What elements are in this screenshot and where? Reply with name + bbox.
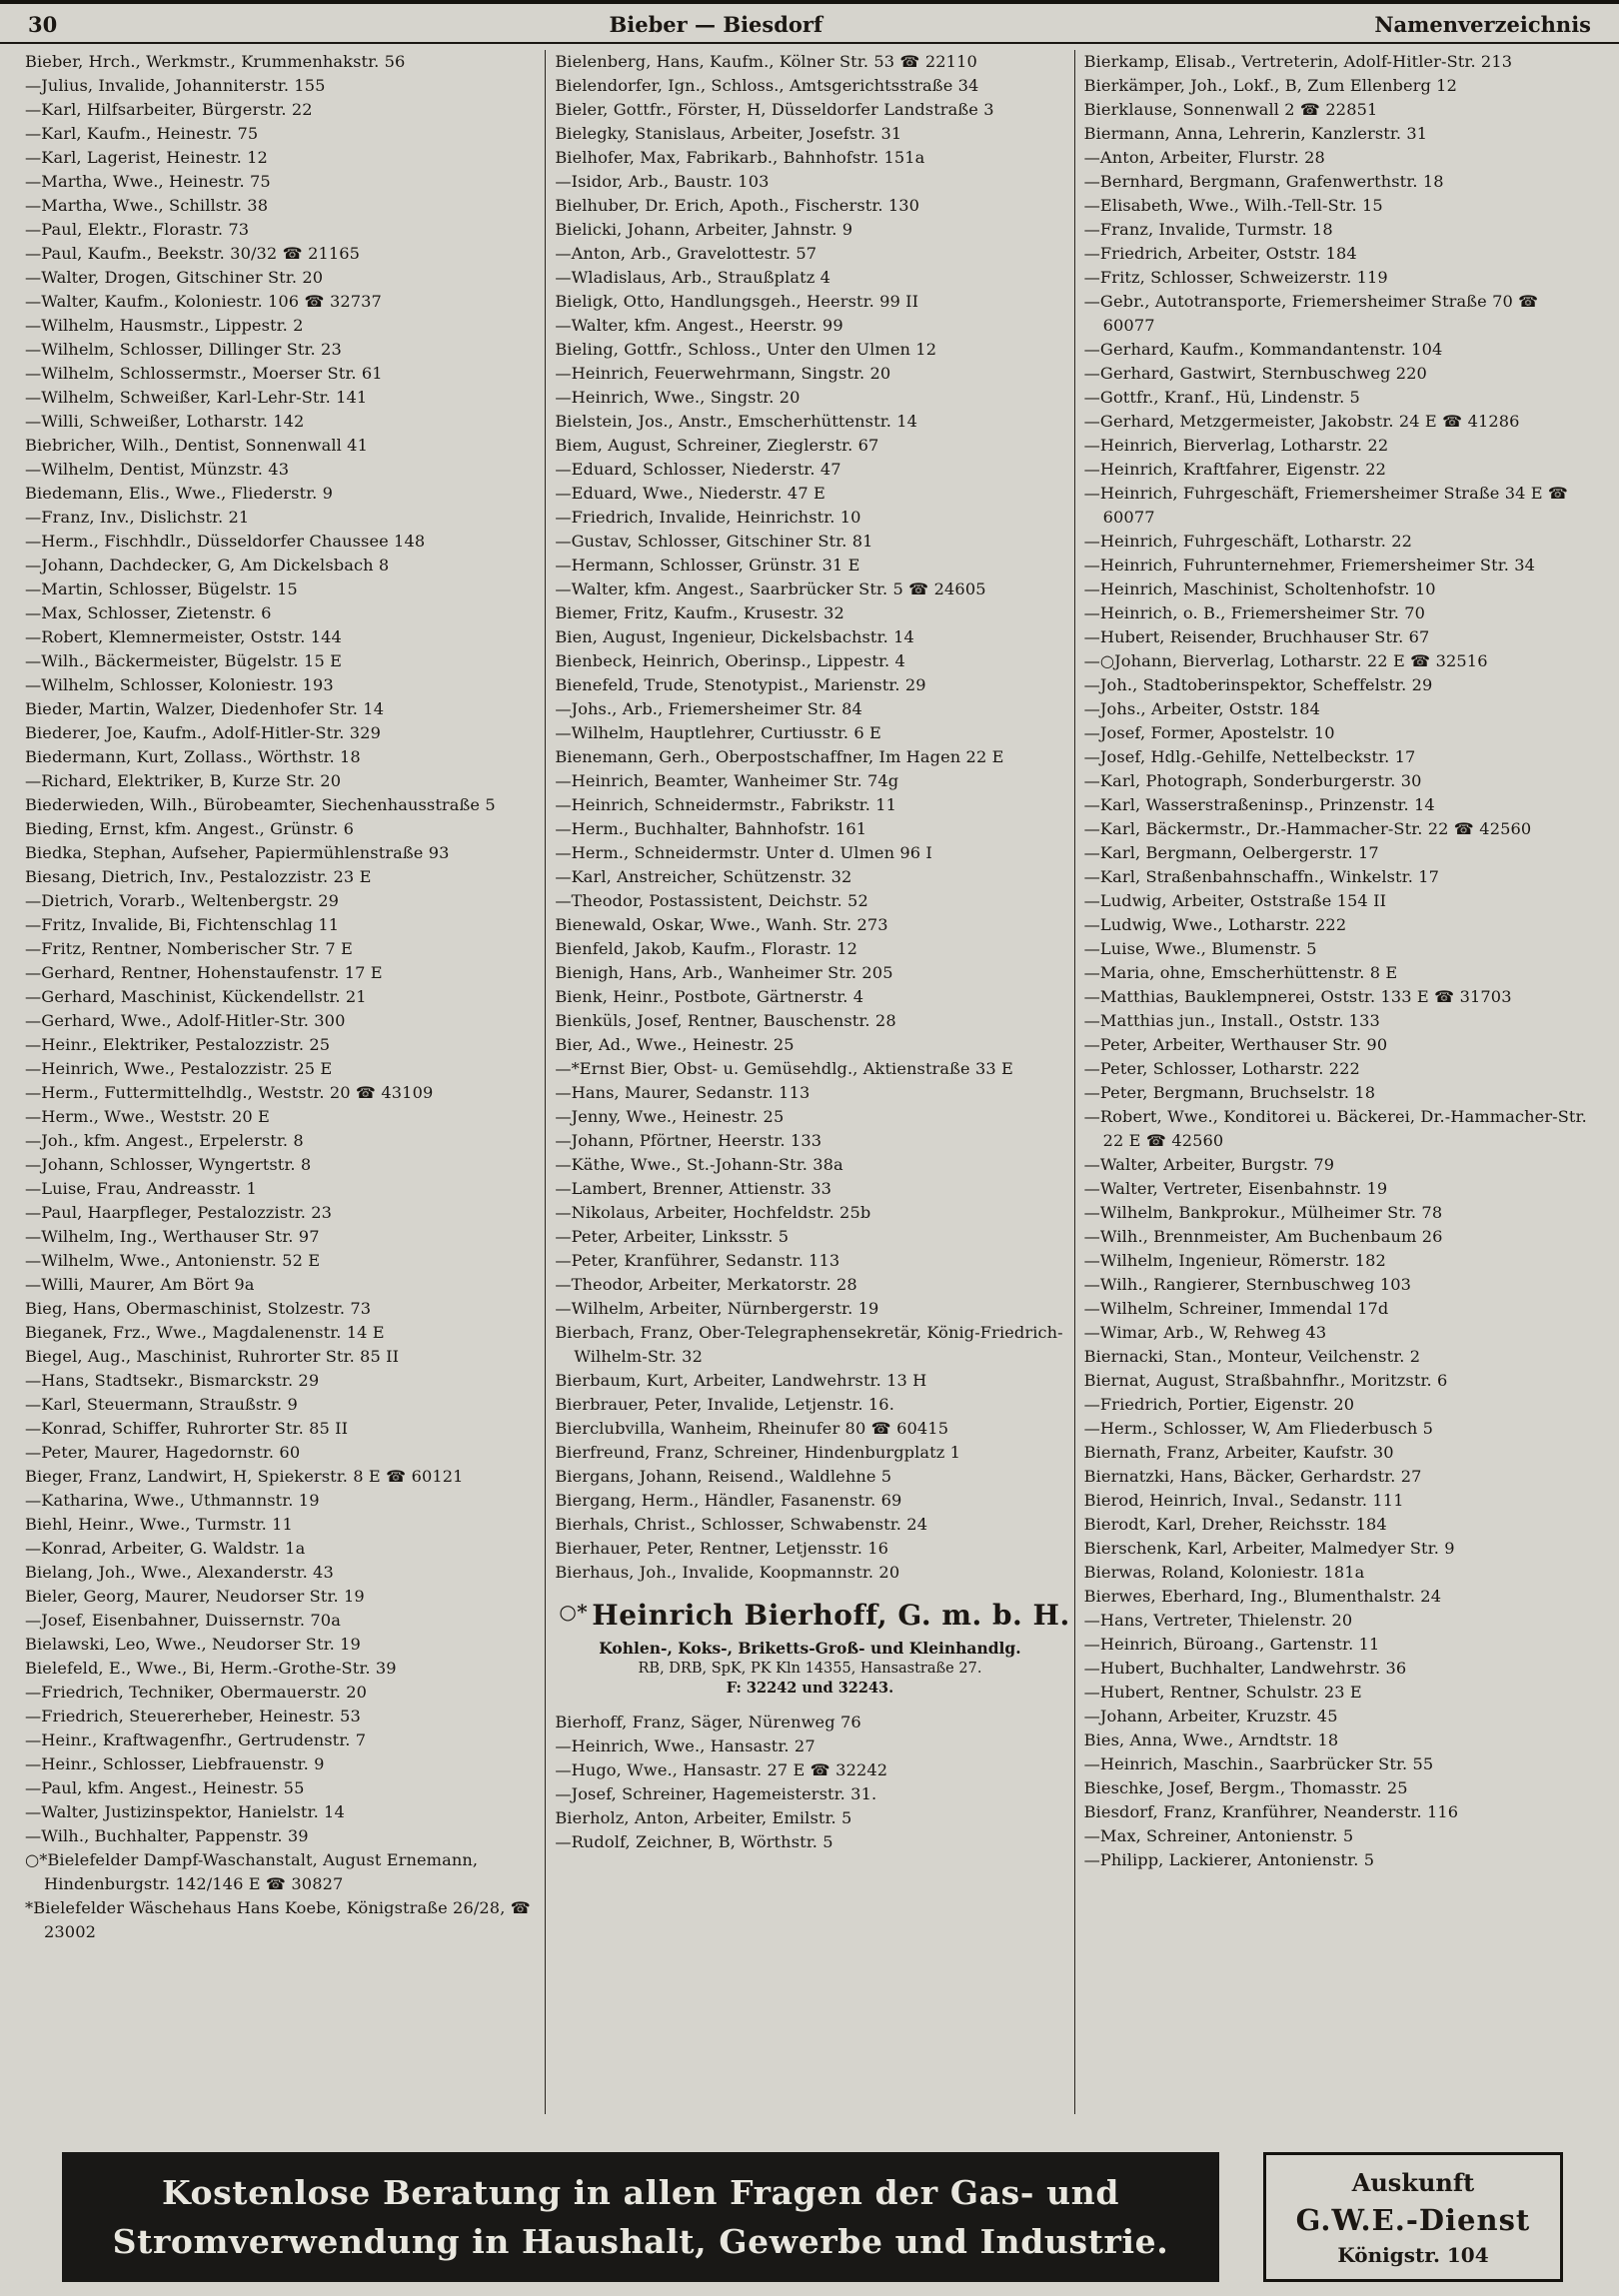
directory-entry: —Johann, Schlosser, Wyngertstr. 8 bbox=[25, 1155, 312, 1174]
directory-entry: Biergang, Herm., Händler, Fasanenstr. 69 bbox=[555, 1491, 902, 1510]
directory-entry: Biernat, August, Straßbahnfhr., Moritzstr. 6 bbox=[1083, 1371, 1448, 1390]
directory-entry: Bieschke, Josef, Bergm., Thomasstr. 25 bbox=[1083, 1778, 1408, 1797]
directory-entry: Biehl, Heinr., Wwe., Turmstr. 11 bbox=[25, 1515, 293, 1534]
directory-entry: —Gerhard, Maschinist, Kückendellstr. 21 bbox=[25, 987, 367, 1006]
directory-entry: —Wilhelm, Bankprokur., Mülheimer Str. 78 bbox=[1083, 1203, 1443, 1222]
directory-entry: Biesdorf, Franz, Kranführer, Neanderstr. 116 bbox=[1083, 1802, 1459, 1821]
directory-entry: Biemer, Fritz, Kaufm., Krusestr. 32 bbox=[555, 603, 844, 622]
page-header bbox=[0, 4, 1619, 44]
directory-entry: Bielendorfer, Ign., Schloss., Amtsgerichtsstraße 34 bbox=[555, 76, 979, 95]
directory-entry: —Ludwig, Wwe., Lotharstr. 222 bbox=[1083, 915, 1347, 934]
directory-entry: Bierodt, Karl, Dreher, Reichsstr. 184 bbox=[1083, 1515, 1387, 1534]
directory-entry: Bierhoff, Franz, Säger, Nürenweg 76 bbox=[555, 1713, 861, 1731]
directory-entry: —Walter, Justizinspektor, Hanielstr. 14 bbox=[25, 1802, 345, 1821]
directory-entry: —Johs., Arbeiter, Oststr. 184 bbox=[1083, 699, 1321, 718]
directory-entry: —Heinrich, Bierverlag, Lotharstr. 22 bbox=[1083, 436, 1389, 455]
directory-entry: —Gerhard, Gastwirt, Sternbuschweg 220 bbox=[1083, 364, 1427, 383]
directory-entry: —Peter, Kranführer, Sedanstr. 113 bbox=[555, 1251, 840, 1270]
directory-entry: —Herm., Fischhdlr., Düsseldorfer Chaussee 148 bbox=[25, 532, 426, 551]
directory-entry: —Matthias, Bauklempnerei, Oststr. 133 E ☎ 31703 bbox=[1083, 987, 1512, 1006]
directory-entry: —Nikolaus, Arbeiter, Hochfeldstr. 25b bbox=[555, 1203, 871, 1222]
directory-entry: —Philipp, Lackierer, Antonienstr. 5 bbox=[1083, 1850, 1375, 1869]
directory-entry: Biedka, Stephan, Aufseher, Papiermühlenstraße 93 bbox=[25, 843, 450, 862]
directory-entry: —Katharina, Wwe., Uthmannstr. 19 bbox=[25, 1491, 320, 1510]
directory-entry: Bielawski, Leo, Wwe., Neudorser Str. 19 bbox=[25, 1635, 361, 1654]
directory-entry: Bieg, Hans, Obermaschinist, Stolzestr. 73 bbox=[25, 1299, 372, 1318]
directory-entry: Bierfreund, Franz, Schreiner, Hindenburgplatz 1 bbox=[555, 1443, 961, 1462]
page-footer bbox=[62, 2152, 1563, 2282]
directory-entry: Bieganek, Frz., Wwe., Magdalenenstr. 14 E bbox=[25, 1323, 385, 1342]
directory-entry: —Theodor, Postassistent, Deichstr. 52 bbox=[555, 891, 868, 910]
directory-entry: Bienemann, Gerh., Oberpostschaffner, Im Hagen 22 E bbox=[555, 747, 1004, 766]
directory-entry: Bierschenk, Karl, Arbeiter, Malmedyer Str. 9 bbox=[1083, 1539, 1455, 1558]
directory-entry: Bierkämper, Joh., Lokf., B, Zum Ellenberg 12 bbox=[1083, 76, 1457, 95]
directory-entry: Bieler, Gottfr., Förster, H, Düsseldorfer Landstraße 3 bbox=[555, 100, 994, 119]
directory-entry: —Heinrich, Büroang., Gartenstr. 11 bbox=[1083, 1635, 1380, 1654]
directory-entry: —Hans, Vertreter, Thielenstr. 20 bbox=[1083, 1611, 1353, 1630]
directory-entry: —Joh., kfm. Angest., Erpelerstr. 8 bbox=[25, 1131, 304, 1150]
directory-entry: ○*Bielefelder Dampf-Waschanstalt, August Ernemann, Hindenburgstr. 142/146 E ☎ 30827 bbox=[25, 1850, 479, 1893]
directory-entry: —Eduard, Schlosser, Niederstr. 47 bbox=[555, 460, 841, 479]
directory-entry: —Joh., Stadtoberinspektor, Scheffelstr. 29 bbox=[1083, 675, 1433, 694]
ad-title bbox=[559, 1599, 1070, 1632]
directory-entry: —Julius, Invalide, Johanniterstr. 155 bbox=[25, 76, 326, 95]
directory-entry: Bierod, Heinrich, Inval., Sedanstr. 111 bbox=[1083, 1491, 1404, 1510]
directory-entry: —Friedrich, Portier, Eigenstr. 20 bbox=[1083, 1395, 1355, 1414]
directory-entry: Bien, August, Ingenieur, Dickelsbachstr. 14 bbox=[555, 627, 914, 646]
directory-entry: —Heinrich, Fuhrgeschäft, Friemersheimer Straße 34 E ☎ 60077 bbox=[1083, 484, 1569, 527]
directory-entry: Bienk, Heinr., Postbote, Gärtnerstr. 4 bbox=[555, 987, 864, 1006]
directory-entry: —Karl, Steuermann, Straußstr. 9 bbox=[25, 1395, 298, 1414]
directory-entry: Bierwas, Roland, Koloniestr. 181a bbox=[1083, 1563, 1365, 1582]
directory-entry: —Heinrich, Maschinist, Scholtenhofstr. 10 bbox=[1083, 579, 1436, 598]
directory-columns bbox=[0, 44, 1619, 2114]
directory-entry: —Walter, kfm. Angest., Saarbrücker Str. 5 ☎ 24605 bbox=[555, 579, 986, 598]
directory-entry: —Gerhard, Kaufm., Kommandantenstr. 104 bbox=[1083, 340, 1443, 359]
directory-entry: —Heinrich, Maschin., Saarbrücker Str. 55 bbox=[1083, 1754, 1434, 1773]
directory-entry: —Theodor, Arbeiter, Merkatorstr. 28 bbox=[555, 1275, 857, 1294]
directory-entry: —Käthe, Wwe., St.-Johann-Str. 38a bbox=[555, 1155, 843, 1174]
directory-entry: Bienbeck, Heinrich, Oberinsp., Lippestr. 4 bbox=[555, 651, 905, 670]
directory-entry: —Herm., Schneidermstr. Unter d. Ulmen 96 I bbox=[555, 843, 932, 862]
directory-entry: —Wilh., Bäckermeister, Bügelstr. 15 E bbox=[25, 651, 343, 670]
directory-entry: —Eduard, Wwe., Niederstr. 47 E bbox=[555, 484, 825, 503]
directory-entry: —Fritz, Schlosser, Schweizerstr. 119 bbox=[1083, 268, 1388, 287]
directory-entry: —Wilhelm, Ing., Werthauser Str. 97 bbox=[25, 1227, 320, 1246]
directory-entry: —Karl, Bergmann, Oelbergerstr. 17 bbox=[1083, 843, 1379, 862]
directory-entry: Biernacki, Stan., Monteur, Veilchenstr. 2 bbox=[1083, 1347, 1421, 1366]
directory-entry: —Heinrich, Wwe., Pestalozzistr. 25 E bbox=[25, 1059, 333, 1078]
directory-entry: Bienigh, Hans, Arb., Wanheimer Str. 205 bbox=[555, 963, 893, 982]
directory-entry: —Gerhard, Rentner, Hohenstaufenstr. 17 E bbox=[25, 963, 383, 982]
directory-entry: —Bernhard, Bergmann, Grafenwerthstr. 18 bbox=[1083, 172, 1444, 191]
directory-entry: —Peter, Arbeiter, Linksstr. 5 bbox=[555, 1227, 790, 1246]
directory-entry: Bierbaum, Kurt, Arbeiter, Landwehrstr. 13 H bbox=[555, 1371, 927, 1390]
directory-entry: —Heinrich, Wwe., Hansastr. 27 bbox=[555, 1736, 815, 1755]
directory-entry: —Karl, Photograph, Sonderburgerstr. 30 bbox=[1083, 771, 1422, 790]
directory-entry: Bieding, Ernst, kfm. Angest., Grünstr. 6 bbox=[25, 819, 354, 838]
directory-entry: —Wilhelm, Schlossermstr., Moerser Str. 61 bbox=[25, 364, 383, 383]
directory-entry: —Wilhelm, Schreiner, Immendal 17d bbox=[1083, 1299, 1389, 1318]
directory-entry: —Wilhelm, Schweißer, Karl-Lehr-Str. 141 bbox=[25, 388, 368, 407]
directory-entry: —Hans, Maurer, Sedanstr. 113 bbox=[555, 1083, 810, 1102]
column-2-bottom bbox=[555, 1711, 1064, 1854]
directory-entry: —Walter, Vertreter, Eisenbahnstr. 19 bbox=[1083, 1179, 1388, 1198]
info-gwe-dienst: G.W.E.-Dienst bbox=[1295, 2202, 1531, 2237]
info-auskunft: Auskunft bbox=[1351, 2167, 1475, 2197]
directory-entry: Biergans, Johann, Reisend., Waldlehne 5 bbox=[555, 1467, 892, 1486]
directory-entry: Bielicki, Johann, Arbeiter, Jahnstr. 9 bbox=[555, 220, 853, 239]
directory-entry: —Wilh., Brennmeister, Am Buchenbaum 26 bbox=[1083, 1227, 1443, 1246]
directory-entry: Bies, Anna, Wwe., Arndtstr. 18 bbox=[1083, 1730, 1339, 1749]
directory-entry: —Ludwig, Arbeiter, Oststraße 154 II bbox=[1083, 891, 1387, 910]
directory-entry: —Robert, Klemnermeister, Oststr. 144 bbox=[25, 627, 342, 646]
directory-entry: —Konrad, Arbeiter, G. Waldstr. 1a bbox=[25, 1539, 306, 1558]
directory-entry: —Karl, Lagerist, Heinestr. 12 bbox=[25, 148, 268, 167]
directory-entry: Bienewald, Oskar, Wwe., Wanh. Str. 273 bbox=[555, 915, 888, 934]
column-1 bbox=[16, 50, 545, 2114]
directory-entry: —Walter, Arbeiter, Burgstr. 79 bbox=[1083, 1155, 1335, 1174]
directory-entry: —Rudolf, Zeichner, B, Wörthstr. 5 bbox=[555, 1832, 833, 1851]
directory-entry: Biederer, Joe, Kaufm., Adolf-Hitler-Str. 329 bbox=[25, 723, 381, 742]
directory-entry: —Franz, Invalide, Turmstr. 18 bbox=[1083, 220, 1333, 239]
directory-entry: —Heinrich, Schneidermstr., Fabrikstr. 11 bbox=[555, 795, 897, 814]
directory-entry: Bierholz, Anton, Arbeiter, Emilstr. 5 bbox=[555, 1808, 852, 1827]
ad-address: RB, DRB, SpK, PK Kln 14355, Hansastraße 27. bbox=[638, 1661, 982, 1677]
directory-entry: —Maria, ohne, Emscherhüttenstr. 8 E bbox=[1083, 963, 1398, 982]
directory-entry: Biederwieden, Wilh., Bürobeamter, Siechenhausstraße 5 bbox=[25, 795, 496, 814]
directory-entry: Bielegky, Stanislaus, Arbeiter, Josefstr. 31 bbox=[555, 124, 902, 143]
directory-entry: —Johann, Dachdecker, G, Am Dickelsbach 8 bbox=[25, 556, 390, 574]
directory-entry: —Herm., Futtermittelhdlg., Weststr. 20 ☎ 43109 bbox=[25, 1083, 434, 1102]
directory-entry: —Heinrich, Fuhrgeschäft, Lotharstr. 22 bbox=[1083, 532, 1413, 551]
directory-entry: —Willi, Schweißer, Lotharstr. 142 bbox=[25, 412, 305, 431]
directory-entry: —Anton, Arbeiter, Flurstr. 28 bbox=[1083, 148, 1325, 167]
directory-entry: Bienfeld, Jakob, Kaufm., Florastr. 12 bbox=[555, 939, 857, 958]
directory-entry: —Paul, kfm. Angest., Heinestr. 55 bbox=[25, 1778, 305, 1797]
directory-entry: —Heinrich, o. B., Friemersheimer Str. 70 bbox=[1083, 603, 1426, 622]
page-number: 30 bbox=[28, 12, 58, 37]
directory-entry: Bierhals, Christ., Schlosser, Schwabenstr. 24 bbox=[555, 1515, 928, 1534]
directory-entry: —Heinr., Kraftwagenfhr., Gertrudenstr. 7 bbox=[25, 1730, 367, 1749]
directory-entry: —Willi, Maurer, Am Bört 9a bbox=[25, 1275, 255, 1294]
directory-entry: —Peter, Arbeiter, Werthauser Str. 90 bbox=[1083, 1035, 1388, 1054]
directory-entry: —Hermann, Schlosser, Grünstr. 31 E bbox=[555, 556, 860, 574]
directory-entry: —Franz, Inv., Dislichstr. 21 bbox=[25, 508, 250, 527]
directory-entry: Bierbach, Franz, Ober-Telegraphensekretär, König-Friedrich-Wilhelm-Str. 32 bbox=[555, 1323, 1063, 1366]
directory-entry: —Wilhelm, Arbeiter, Nürnbergerstr. 19 bbox=[555, 1299, 879, 1318]
directory-entry: Bieger, Franz, Landwirt, H, Spiekerstr. 8 E ☎ 60121 bbox=[25, 1467, 464, 1486]
directory-entry: —Wilh., Buchhalter, Pappenstr. 39 bbox=[25, 1826, 309, 1845]
directory-entry: —Heinrich, Fuhrunternehmer, Friemersheimer Str. 34 bbox=[1083, 556, 1536, 574]
directory-entry: Biedermann, Kurt, Zollass., Wörthstr. 18 bbox=[25, 747, 361, 766]
section-title: Namenverzeichnis bbox=[1374, 12, 1591, 37]
directory-entry: —Herm., Schlosser, W, Am Fliederbusch 5 bbox=[1083, 1419, 1434, 1438]
directory-entry: Bielang, Joh., Wwe., Alexanderstr. 43 bbox=[25, 1563, 334, 1582]
directory-entry: —Walter, kfm. Angest., Heerstr. 99 bbox=[555, 316, 843, 335]
directory-entry: —Max, Schlosser, Zietenstr. 6 bbox=[25, 603, 272, 622]
directory-entry: —Karl, Wasserstraßeninsp., Prinzenstr. 14 bbox=[1083, 795, 1435, 814]
directory-entry: Bienefeld, Trude, Stenotypist., Marienstr. 29 bbox=[555, 675, 926, 694]
column-2-top bbox=[555, 50, 1064, 1585]
directory-entry: Bielhuber, Dr. Erich, Apoth., Fischerstr. 130 bbox=[555, 196, 920, 215]
directory-entry: —○Johann, Bierverlag, Lotharstr. 22 E ☎ 32516 bbox=[1083, 651, 1488, 670]
directory-entry: —Karl, Hilfsarbeiter, Bürgerstr. 22 bbox=[25, 100, 313, 119]
directory-entry: —Fritz, Invalide, Bi, Fichtenschlag 11 bbox=[25, 915, 340, 934]
directory-entry: Bieber, Hrch., Werkmstr., Krummenhakstr. 56 bbox=[25, 52, 406, 71]
directory-entry: —Gustav, Schlosser, Gitschiner Str. 81 bbox=[555, 532, 873, 551]
directory-entry: —Wilhelm, Schlosser, Koloniestr. 193 bbox=[25, 675, 334, 694]
directory-entry: Biermann, Anna, Lehrerin, Kanzlerstr. 31 bbox=[1083, 124, 1428, 143]
directory-entry: —Josef, Former, Apostelstr. 10 bbox=[1083, 723, 1335, 742]
directory-entry: —Luise, Wwe., Blumenstr. 5 bbox=[1083, 939, 1317, 958]
directory-entry: —Herm., Buchhalter, Bahnhofstr. 161 bbox=[555, 819, 867, 838]
directory-entry: —Isidor, Arb., Baustr. 103 bbox=[555, 172, 770, 191]
directory-entry: Bielefeld, E., Wwe., Bi, Herm.-Grothe-Str. 39 bbox=[25, 1659, 397, 1678]
directory-entry: —Matthias jun., Install., Oststr. 133 bbox=[1083, 1011, 1380, 1030]
directory-entry: —Gerhard, Wwe., Adolf-Hitler-Str. 300 bbox=[25, 1011, 346, 1030]
directory-entry: Bienküls, Josef, Rentner, Bauschenstr. 28 bbox=[555, 1011, 896, 1030]
directory-entry: —Josef, Schreiner, Hagemeisterstr. 31. bbox=[555, 1784, 877, 1803]
directory-entry: —Josef, Eisenbahner, Duissernstr. 70a bbox=[25, 1611, 341, 1630]
column-2 bbox=[545, 50, 1073, 2114]
directory-entry: Bierhaus, Joh., Invalide, Koopmannstr. 20 bbox=[555, 1563, 900, 1582]
bierhoff-ad bbox=[559, 1599, 1070, 1699]
directory-entry: —Elisabeth, Wwe., Wilh.-Tell-Str. 15 bbox=[1083, 196, 1383, 215]
directory-entry: Bierkamp, Elisab., Vertreterin, Adolf-Hitler-Str. 213 bbox=[1083, 52, 1513, 71]
directory-entry: —Konrad, Schiffer, Ruhrorter Str. 85 II bbox=[25, 1419, 349, 1438]
gwe-ad-banner bbox=[62, 2152, 1219, 2282]
directory-entry: Biedemann, Elis., Wwe., Fliederstr. 9 bbox=[25, 484, 334, 503]
directory-entry: Bieler, Georg, Maurer, Neudorser Str. 19 bbox=[25, 1587, 365, 1606]
ad-title-text: Heinrich Bierhoff, G. m. b. H. bbox=[592, 1599, 1070, 1632]
directory-entry: —Heinrich, Beamter, Wanheimer Str. 74g bbox=[555, 771, 899, 790]
directory-entry: Bierbrauer, Peter, Invalide, Letjenstr. 16. bbox=[555, 1395, 894, 1414]
directory-entry: Biernatzki, Hans, Bäcker, Gerhardstr. 27 bbox=[1083, 1467, 1422, 1486]
directory-entry: —Johann, Pförtner, Heerstr. 133 bbox=[555, 1131, 822, 1150]
directory-entry: —Wimar, Arb., W, Rehweg 43 bbox=[1083, 1323, 1327, 1342]
directory-entry: Bieder, Martin, Walzer, Diedenhofer Str. 14 bbox=[25, 699, 385, 718]
directory-entry: —Heinr., Elektriker, Pestalozzistr. 25 bbox=[25, 1035, 331, 1054]
directory-entry: —Hans, Stadtsekr., Bismarckstr. 29 bbox=[25, 1371, 320, 1390]
directory-entry: —Paul, Elektr., Florastr. 73 bbox=[25, 220, 250, 239]
directory-entry: —Johs., Arb., Friemersheimer Str. 84 bbox=[555, 699, 862, 718]
directory-entry: —Wilhelm, Ingenieur, Römerstr. 182 bbox=[1083, 1251, 1386, 1270]
directory-entry: —Luise, Frau, Andreasstr. 1 bbox=[25, 1179, 257, 1198]
directory-entry: Bierklause, Sonnenwall 2 ☎ 22851 bbox=[1083, 100, 1378, 119]
directory-entry: Bielenberg, Hans, Kaufm., Kölner Str. 53 ☎ 22110 bbox=[555, 52, 977, 71]
directory-entry: —Anton, Arb., Gravelottestr. 57 bbox=[555, 244, 817, 263]
directory-entry: —Wilhelm, Dentist, Münzstr. 43 bbox=[25, 460, 290, 479]
directory-entry: Bier, Ad., Wwe., Heinestr. 25 bbox=[555, 1035, 795, 1054]
directory-entry: —Friedrich, Steuererheber, Heinestr. 53 bbox=[25, 1707, 361, 1725]
gwe-info-box bbox=[1263, 2152, 1563, 2282]
directory-entry: Biesang, Dietrich, Inv., Pestalozzistr. 23 E bbox=[25, 867, 372, 886]
directory-entry: —Gerhard, Metzgermeister, Jakobstr. 24 E ☎ 41286 bbox=[1083, 412, 1520, 431]
circle-asterisk-icon: ○* bbox=[559, 1600, 589, 1624]
directory-entry: —Wilhelm, Hausmstr., Lippestr. 2 bbox=[25, 316, 304, 335]
directory-entry: Bielhofer, Max, Fabrikarb., Bahnhofstr. 151a bbox=[555, 148, 925, 167]
ad-subtitle: Kohlen-, Koks-, Briketts-Groß- und Kleinhandlg. bbox=[599, 1639, 1021, 1658]
directory-entry: —Wilhelm, Hauptlehrer, Curtiusstr. 6 E bbox=[555, 723, 881, 742]
directory-entry: —Lambert, Brenner, Attienstr. 33 bbox=[555, 1179, 832, 1198]
directory-entry: —Herm., Wwe., Weststr. 20 E bbox=[25, 1107, 270, 1126]
directory-entry: —Heinr., Schlosser, Liebfrauenstr. 9 bbox=[25, 1754, 325, 1773]
directory-entry: —Wladislaus, Arb., Straußplatz 4 bbox=[555, 268, 830, 287]
directory-entry: —Friedrich, Arbeiter, Oststr. 184 bbox=[1083, 244, 1357, 263]
directory-entry: Bierwes, Eberhard, Ing., Blumenthalstr. 24 bbox=[1083, 1587, 1442, 1606]
directory-entry: —Karl, Kaufm., Heinestr. 75 bbox=[25, 124, 259, 143]
directory-entry: —Josef, Hdlg.-Gehilfe, Nettelbeckstr. 17 bbox=[1083, 747, 1416, 766]
directory-entry: —Walter, Kaufm., Koloniestr. 106 ☎ 32737 bbox=[25, 292, 382, 311]
directory-entry: —Karl, Straßenbahnschaffn., Winkelstr. 17 bbox=[1083, 867, 1440, 886]
banner-line-2: Stromverwendung in Haushalt, Gewerbe und Industrie. bbox=[112, 2222, 1169, 2261]
directory-entry: —Richard, Elektriker, B, Kurze Str. 20 bbox=[25, 771, 342, 790]
directory-entry: —Karl, Anstreicher, Schützenstr. 32 bbox=[555, 867, 852, 886]
directory-entry: —*Ernst Bier, Obst- u. Gemüsehdlg., Aktienstraße 33 E bbox=[555, 1059, 1013, 1078]
directory-entry: Biegel, Aug., Maschinist, Ruhrorter Str. 85 II bbox=[25, 1347, 400, 1366]
directory-entry: —Wilh., Rangierer, Sternbuschweg 103 bbox=[1083, 1275, 1412, 1294]
directory-entry: Bierclubvilla, Wanheim, Rheinufer 80 ☎ 60415 bbox=[555, 1419, 949, 1438]
banner-line-1: Kostenlose Beratung in allen Fragen der Gas- und bbox=[161, 2173, 1120, 2212]
directory-entry: —Dietrich, Vorarb., Weltenbergstr. 29 bbox=[25, 891, 339, 910]
ad-phone: F: 32242 und 32243. bbox=[726, 1680, 894, 1697]
directory-entry: Bielstein, Jos., Anstr., Emscherhüttenstr. 14 bbox=[555, 412, 918, 431]
directory-entry: —Martha, Wwe., Schillstr. 38 bbox=[25, 196, 269, 215]
column-3 bbox=[1074, 50, 1603, 2114]
directory-entry: Bieling, Gottfr., Schloss., Unter den Ulmen 12 bbox=[555, 340, 937, 359]
directory-entry: Biernath, Franz, Arbeiter, Kaufstr. 30 bbox=[1083, 1443, 1394, 1462]
directory-entry: —Peter, Schlosser, Lotharstr. 222 bbox=[1083, 1059, 1360, 1078]
directory-entry: —Peter, Maurer, Hagedornstr. 60 bbox=[25, 1443, 301, 1462]
directory-entry: Bieligk, Otto, Handlungsgeh., Heerstr. 99 II bbox=[555, 292, 919, 311]
directory-entry: —Hubert, Rentner, Schulstr. 23 E bbox=[1083, 1683, 1362, 1702]
directory-entry: —Fritz, Rentner, Nomberischer Str. 7 E bbox=[25, 939, 353, 958]
directory-entry: —Wilhelm, Wwe., Antonienstr. 52 E bbox=[25, 1251, 321, 1270]
directory-entry: *Bielefelder Wäschehaus Hans Koebe, Königstraße 26/28, ☎ 23002 bbox=[25, 1898, 531, 1941]
directory-entry: —Paul, Kaufm., Beekstr. 30/32 ☎ 21165 bbox=[25, 244, 361, 263]
directory-entry: —Friedrich, Invalide, Heinrichstr. 10 bbox=[555, 508, 861, 527]
directory-entry: —Gebr., Autotransporte, Friemersheimer Straße 70 ☎ 60077 bbox=[1083, 292, 1539, 335]
info-address: Königstr. 104 bbox=[1337, 2242, 1489, 2267]
directory-entry: —Johann, Arbeiter, Kruzstr. 45 bbox=[1083, 1707, 1338, 1725]
directory-entry: —Karl, Bäckermstr., Dr.-Hammacher-Str. 22 ☎ 42560 bbox=[1083, 819, 1532, 838]
directory-entry: —Hubert, Buchhalter, Landwehrstr. 36 bbox=[1083, 1659, 1407, 1678]
directory-entry: —Max, Schreiner, Antonienstr. 5 bbox=[1083, 1826, 1354, 1845]
directory-entry: —Martha, Wwe., Heinestr. 75 bbox=[25, 172, 271, 191]
directory-entry: —Wilhelm, Schlosser, Dillinger Str. 23 bbox=[25, 340, 342, 359]
directory-entry: —Heinrich, Feuerwehrmann, Singstr. 20 bbox=[555, 364, 891, 383]
directory-entry: Biem, August, Schreiner, Zieglerstr. 67 bbox=[555, 436, 879, 455]
directory-entry: —Heinrich, Wwe., Singstr. 20 bbox=[555, 388, 801, 407]
directory-entry: —Gottfr., Kranf., Hü, Lindenstr. 5 bbox=[1083, 388, 1360, 407]
directory-entry: —Hubert, Reisender, Bruchhauser Str. 67 bbox=[1083, 627, 1430, 646]
directory-entry: —Heinrich, Kraftfahrer, Eigenstr. 22 bbox=[1083, 460, 1387, 479]
directory-entry: —Robert, Wwe., Konditorei u. Bäckerei, Dr.-Hammacher-Str. 22 E ☎ 42560 bbox=[1083, 1107, 1587, 1150]
directory-entry: —Friedrich, Techniker, Obermauerstr. 20 bbox=[25, 1683, 368, 1702]
directory-entry: —Peter, Bergmann, Bruchselstr. 18 bbox=[1083, 1083, 1376, 1102]
directory-entry: Bierhauer, Peter, Rentner, Letjensstr. 16 bbox=[555, 1539, 888, 1558]
directory-entry: Biebricher, Wilh., Dentist, Sonnenwall 41 bbox=[25, 436, 368, 455]
directory-entry: —Jenny, Wwe., Heinestr. 25 bbox=[555, 1107, 785, 1126]
directory-entry: —Paul, Haarpfleger, Pestalozzistr. 23 bbox=[25, 1203, 333, 1222]
page-title: Bieber — Biesdorf bbox=[609, 12, 823, 37]
directory-entry: —Hugo, Wwe., Hansastr. 27 E ☎ 32242 bbox=[555, 1760, 888, 1779]
directory-entry: —Walter, Drogen, Gitschiner Str. 20 bbox=[25, 268, 324, 287]
directory-entry: —Martin, Schlosser, Bügelstr. 15 bbox=[25, 579, 298, 598]
